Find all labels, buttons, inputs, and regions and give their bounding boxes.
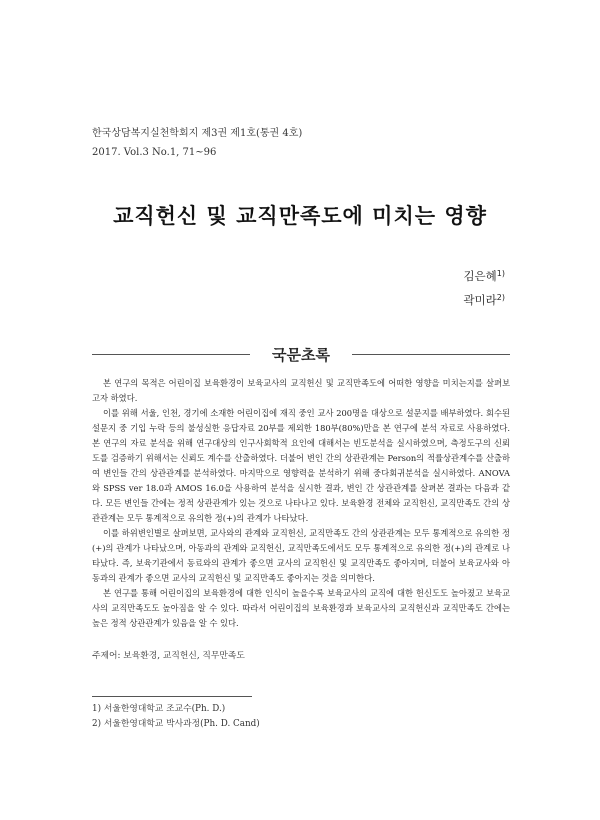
keywords: 주제어: 보육환경, 교직헌신, 직무만족도	[92, 651, 245, 661]
journal-name: 한국상담복지실천학회지 제3권 제1호(통권 4호)	[92, 128, 303, 139]
footnote-divider	[92, 696, 252, 697]
abstract-paragraph: 본 연구를 통해 어린이집의 보육환경에 대한 인식이 높을수록 보육교사의 교직에 대한 헌신도도 높아졌고 보육교사의 교직만족도도 높아짐을 알 수 있다. 따라서 어린이집의 보육환경과 보육교사의 교직헌신과 교직만족도 간에는 높은 정적 상관관계가 있음을 알 수 있다.	[92, 588, 510, 628]
footnote-1: 1) 서울한영대학교 조교수(Ph. D.)	[92, 704, 226, 714]
author-list	[463, 263, 505, 311]
paper-title: 교직헌신 및 교직만족도에 미치는 영향	[113, 204, 487, 228]
abstract-heading: 국문초록	[272, 346, 330, 364]
abstract-body	[92, 376, 510, 631]
author-name: 곽미라	[463, 293, 497, 307]
journal-citation: 2017. Vol.3 No.1, 71~96	[92, 147, 217, 158]
abstract-paragraph: 본 연구의 목적은 어린이집 보육환경이 보육교사의 교직헌신 및 교직만족도에 어떠한 영향을 미치는지를 살펴보고자 하였다.	[92, 378, 510, 403]
author-footnote-mark: 2)	[496, 293, 505, 302]
abstract-paragraph: 이를 하위변인별로 살펴보면, 교사와의 관계와 교직헌신, 교직만족도 간의 상관관계는 모두 통계적으로 유의한 정(+)의 관계가 나타났으며, 아동과의 관계와 교직헌신, 교직만족도에서도 모두 통계적으로 유의한 정(+)의 관계로 나타났다. 즉, 보육기관에서 동료와의 관계가 좋으면 교사의 교직헌신 및 교직만족도 좋아지며, 더불어 보육교사와 아동과의 관계가 좋으면 교사의 교직헌신 및 교직만족도 좋아지는 것을 의미한다.	[92, 528, 510, 583]
journal-header	[92, 124, 302, 162]
divider-right	[352, 354, 510, 355]
footnotes	[92, 702, 260, 732]
author-footnote-mark: 1)	[496, 269, 505, 278]
author-1	[463, 263, 505, 287]
abstract-paragraph: 이를 위해 서울, 인천, 경기에 소재한 어린이집에 재직 중인 교사 200명을 대상으로 설문지를 배부하였다. 회수된 설문지 중 기입 누락 등의 불성실한 응답자료 20부를 제외한 180부(80%)만을 본 연구에 분석 자료로 사용하였다. 본 연구의 자료 분석을 위해 연구대상의 인구사회학적 요인에 대해서는 빈도분석을 실시하였으며, 측정도구의 신뢰도를 검증하기 위해서는 신뢰도 계수를 산출하였다. 더불어 변인 간의 상관관계는 Person의 적률상관계수를 산출하여 변인들 간의 상관관계를 분석하였다. 마지막으로 영향력을 분석하기 위해 중다회귀분석을 실시하였다. ANOVA와 SPSS ver 18.0과 AMOS 16.0을 사용하여 분석을 실시한 결과, 변인 간 상관관계를 살펴본 결과는 다음과 같다. 모든 변인들 간에는 정적 상관관계가 있는 것으로 나타나고 있다. 보육환경 전체와 교직헌신, 교직만족도 간의 상관관계는 모두 통계적으로 유의한 정(+)의 관계가 나타났다.	[92, 408, 510, 523]
author-name: 김은혜	[463, 269, 497, 283]
author-2	[463, 287, 505, 311]
footnote-2: 2) 서울한영대학교 박사과정(Ph. D. Cand)	[92, 719, 260, 729]
abstract-heading-block	[92, 342, 510, 366]
